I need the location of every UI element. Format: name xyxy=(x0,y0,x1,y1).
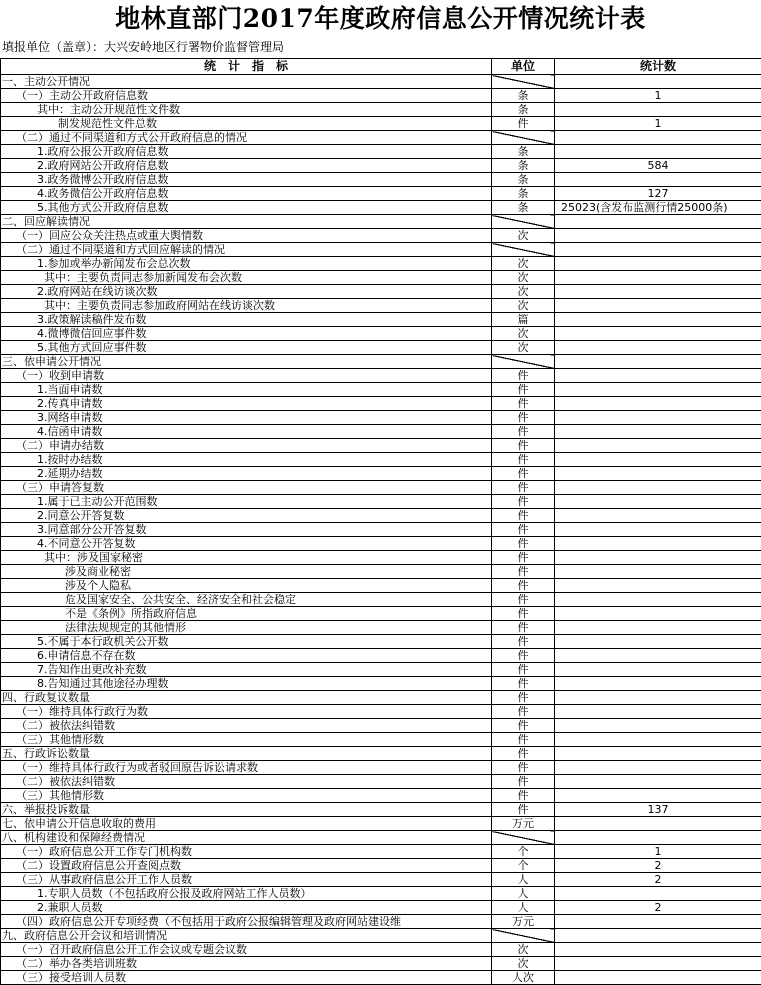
table-row xyxy=(1,75,761,89)
row-indicator: 5.不属于本行政机关公开数 xyxy=(1,635,492,649)
row-value: 1 xyxy=(555,117,761,131)
row-unit xyxy=(492,831,555,845)
row-indicator: （三）申请答复数 xyxy=(1,481,492,495)
row-indicator: 2.政府网站公开政府信息数 xyxy=(1,159,492,173)
row-unit: 次 xyxy=(492,943,555,957)
statistics-table xyxy=(0,58,761,985)
row-indicator: 3.同意部分公开答复数 xyxy=(1,523,492,537)
row-unit: 件 xyxy=(492,607,555,621)
row-unit: 条 xyxy=(492,173,555,187)
row-unit xyxy=(492,131,555,145)
row-indicator: 1.当面申请数 xyxy=(1,383,492,397)
row-value: 1 xyxy=(555,845,761,859)
row-unit: 个 xyxy=(492,859,555,873)
row-unit: 次 xyxy=(492,327,555,341)
table-row xyxy=(1,761,761,775)
row-value xyxy=(555,425,761,439)
table-row xyxy=(1,439,761,453)
row-indicator: 五、行政诉讼数量 xyxy=(1,747,492,761)
row-unit: 件 xyxy=(492,383,555,397)
row-unit: 件 xyxy=(492,411,555,425)
table-row xyxy=(1,299,761,313)
row-value xyxy=(555,481,761,495)
row-value xyxy=(555,523,761,537)
table-row xyxy=(1,957,761,971)
table-row xyxy=(1,509,761,523)
row-value xyxy=(555,691,761,705)
row-value xyxy=(555,509,761,523)
row-value xyxy=(555,887,761,901)
table-row xyxy=(1,705,761,719)
row-indicator: 其中：主要负责同志参加新闻发布会次数 xyxy=(1,271,492,285)
row-indicator: 4.信函申请数 xyxy=(1,425,492,439)
row-value xyxy=(555,243,761,257)
table-row xyxy=(1,453,761,467)
table-row xyxy=(1,607,761,621)
row-value xyxy=(555,607,761,621)
table-row xyxy=(1,943,761,957)
row-unit: 件 xyxy=(492,537,555,551)
row-indicator: 1.属于已主动公开范围数 xyxy=(1,495,492,509)
row-indicator: 5.其他方式公开政府信息数 xyxy=(1,201,492,215)
row-unit: 人次 xyxy=(492,971,555,985)
row-value xyxy=(555,453,761,467)
row-value xyxy=(555,369,761,383)
row-indicator: 4.政务微信公开政府信息数 xyxy=(1,187,492,201)
row-indicator: 4.微博微信回应事件数 xyxy=(1,327,492,341)
table-row xyxy=(1,565,761,579)
row-indicator: （一）维持具体行政行为数 xyxy=(1,705,492,719)
row-indicator: 3.政策解读稿件发布数 xyxy=(1,313,492,327)
row-indicator: （二）申请办结数 xyxy=(1,439,492,453)
row-unit: 人 xyxy=(492,873,555,887)
row-unit: 件 xyxy=(492,551,555,565)
row-indicator: 七、依申请公开信息收取的费用 xyxy=(1,817,492,831)
row-value xyxy=(555,411,761,425)
table-row xyxy=(1,383,761,397)
row-value xyxy=(555,173,761,187)
table-row xyxy=(1,229,761,243)
table-row xyxy=(1,89,761,103)
row-indicator: 1.参加或举办新闻发布会总次数 xyxy=(1,257,492,271)
row-unit xyxy=(492,215,555,229)
filler-unit-line: 填报单位（盖章）：大兴安岭地区行署物价监督管理局 xyxy=(2,38,759,57)
row-unit: 件 xyxy=(492,495,555,509)
header-value: 统计数 xyxy=(555,59,761,75)
row-unit: 件 xyxy=(492,747,555,761)
row-value xyxy=(555,495,761,509)
table-row xyxy=(1,131,761,145)
row-unit: 件 xyxy=(492,117,555,131)
row-indicator: （三）接受培训人员数 xyxy=(1,971,492,985)
table-row xyxy=(1,187,761,201)
row-indicator: 8.告知通过其他途径办理数 xyxy=(1,677,492,691)
table-row xyxy=(1,845,761,859)
row-value xyxy=(555,649,761,663)
row-value: 2 xyxy=(555,901,761,915)
row-value xyxy=(555,915,761,929)
table-row xyxy=(1,817,761,831)
table-row xyxy=(1,929,761,943)
row-indicator: 制发规范性文件总数 xyxy=(1,117,492,131)
row-unit: 件 xyxy=(492,761,555,775)
row-value xyxy=(555,775,761,789)
row-indicator: 法律法规规定的其他情形 xyxy=(1,621,492,635)
row-value xyxy=(555,537,761,551)
row-unit: 件 xyxy=(492,579,555,593)
table-row xyxy=(1,327,761,341)
table-row xyxy=(1,915,761,929)
table-row xyxy=(1,425,761,439)
row-value xyxy=(555,145,761,159)
table-row xyxy=(1,789,761,803)
row-indicator: （二）通过不同渠道和方式公开政府信息的情况 xyxy=(1,131,492,145)
row-unit: 篇 xyxy=(492,313,555,327)
row-indicator: 二、回应解读情况 xyxy=(1,215,492,229)
row-indicator: 2.传真申请数 xyxy=(1,397,492,411)
table-row xyxy=(1,873,761,887)
row-indicator: （二）设置政府信息公开查阅点数 xyxy=(1,859,492,873)
table-row xyxy=(1,481,761,495)
row-unit: 人 xyxy=(492,901,555,915)
row-value xyxy=(555,565,761,579)
row-indicator: 4.不同意公开答复数 xyxy=(1,537,492,551)
table-row xyxy=(1,677,761,691)
row-unit xyxy=(492,355,555,369)
row-value xyxy=(555,789,761,803)
row-value xyxy=(555,271,761,285)
row-indicator: 1.政府公报公开政府信息数 xyxy=(1,145,492,159)
row-unit: 件 xyxy=(492,733,555,747)
row-value xyxy=(555,663,761,677)
row-unit: 次 xyxy=(492,257,555,271)
table-row xyxy=(1,411,761,425)
row-indicator: 2.延期办结数 xyxy=(1,467,492,481)
table-row xyxy=(1,733,761,747)
table-row xyxy=(1,173,761,187)
row-value xyxy=(555,215,761,229)
row-value xyxy=(555,327,761,341)
row-indicator: 不是《条例》所指政府信息 xyxy=(1,607,492,621)
table-row xyxy=(1,523,761,537)
row-unit: 个 xyxy=(492,845,555,859)
table-row xyxy=(1,803,761,817)
row-indicator: 其中：主要负责同志参加政府网站在线访谈次数 xyxy=(1,299,492,313)
row-indicator: 2.同意公开答复数 xyxy=(1,509,492,523)
row-value xyxy=(555,131,761,145)
table-row xyxy=(1,621,761,635)
table-row xyxy=(1,691,761,705)
table-row xyxy=(1,159,761,173)
table-row xyxy=(1,579,761,593)
row-unit: 件 xyxy=(492,621,555,635)
row-unit: 万元 xyxy=(492,915,555,929)
table-row xyxy=(1,201,761,215)
row-unit: 件 xyxy=(492,803,555,817)
row-unit: 件 xyxy=(492,677,555,691)
row-indicator: （三）其他情形数 xyxy=(1,789,492,803)
table-row xyxy=(1,831,761,845)
row-unit: 件 xyxy=(492,593,555,607)
table-row xyxy=(1,593,761,607)
table-row xyxy=(1,859,761,873)
row-value xyxy=(555,817,761,831)
table-row xyxy=(1,467,761,481)
row-indicator: 危及国家安全、公共安全、经济安全和社会稳定 xyxy=(1,593,492,607)
table-row xyxy=(1,551,761,565)
row-unit: 件 xyxy=(492,775,555,789)
row-value xyxy=(555,75,761,89)
row-indicator: （二）被依法纠错数 xyxy=(1,775,492,789)
row-unit: 条 xyxy=(492,201,555,215)
row-value xyxy=(555,733,761,747)
row-indicator: （三）其他情形数 xyxy=(1,733,492,747)
row-value: 2 xyxy=(555,859,761,873)
row-indicator: （一）回应公众关注热点或重大舆情数 xyxy=(1,229,492,243)
row-value xyxy=(555,929,761,943)
row-indicator: （一）主动公开政府信息数 xyxy=(1,89,492,103)
row-unit: 件 xyxy=(492,663,555,677)
row-unit: 次 xyxy=(492,341,555,355)
table-row xyxy=(1,719,761,733)
row-indicator: 7.告知作出更改补充数 xyxy=(1,663,492,677)
header-indicator: 统 计 指 标 xyxy=(1,59,492,75)
row-value xyxy=(555,621,761,635)
row-unit: 次 xyxy=(492,229,555,243)
row-value xyxy=(555,719,761,733)
table-row xyxy=(1,117,761,131)
row-indicator: （一）维持具体行政行为或者驳回原告诉讼请求数 xyxy=(1,761,492,775)
row-value xyxy=(555,439,761,453)
row-indicator: 六、举报投诉数量 xyxy=(1,803,492,817)
row-indicator: （一）政府信息公开工作专门机构数 xyxy=(1,845,492,859)
table-row xyxy=(1,971,761,985)
row-value xyxy=(555,579,761,593)
row-indicator: （二）通过不同渠道和方式回应解读的情况 xyxy=(1,243,492,257)
row-unit: 件 xyxy=(492,719,555,733)
table-row xyxy=(1,369,761,383)
row-value xyxy=(555,285,761,299)
table-row xyxy=(1,271,761,285)
row-unit: 人 xyxy=(492,887,555,901)
row-indicator: 2.政府网站在线访谈次数 xyxy=(1,285,492,299)
row-indicator: 3.政务微博公开政府信息数 xyxy=(1,173,492,187)
row-value xyxy=(555,551,761,565)
row-value xyxy=(555,957,761,971)
row-unit: 件 xyxy=(492,523,555,537)
row-indicator: 四、行政复议数量 xyxy=(1,691,492,705)
table-row xyxy=(1,649,761,663)
row-indicator: 八、机构建设和保障经费情况 xyxy=(1,831,492,845)
row-value xyxy=(555,341,761,355)
table-row xyxy=(1,495,761,509)
row-value xyxy=(555,761,761,775)
table-row xyxy=(1,887,761,901)
row-value xyxy=(555,635,761,649)
row-value: 584 xyxy=(555,159,761,173)
row-indicator: 其中：主动公开规范性文件数 xyxy=(1,103,492,117)
row-indicator: 1.按时办结数 xyxy=(1,453,492,467)
table-row xyxy=(1,901,761,915)
row-unit xyxy=(492,243,555,257)
row-value xyxy=(555,705,761,719)
row-unit: 条 xyxy=(492,159,555,173)
row-indicator: （四）政府信息公开专项经费（不包括用于政府公报编辑管理及政府网站建设维 xyxy=(1,915,492,929)
row-value: 2 xyxy=(555,873,761,887)
row-indicator: 涉及商业秘密 xyxy=(1,565,492,579)
row-value xyxy=(555,313,761,327)
table-row xyxy=(1,775,761,789)
row-value xyxy=(555,383,761,397)
row-indicator: 三、依申请公开情况 xyxy=(1,355,492,369)
row-unit: 万元 xyxy=(492,817,555,831)
row-unit: 件 xyxy=(492,425,555,439)
table-row xyxy=(1,145,761,159)
table-row xyxy=(1,635,761,649)
row-value xyxy=(555,467,761,481)
row-value: 127 xyxy=(555,187,761,201)
row-value xyxy=(555,747,761,761)
row-indicator: （三）从事政府信息公开工作人员数 xyxy=(1,873,492,887)
row-unit: 件 xyxy=(492,789,555,803)
row-unit: 件 xyxy=(492,691,555,705)
header-unit: 单位 xyxy=(492,59,555,75)
row-indicator: （二）被依法纠错数 xyxy=(1,719,492,733)
row-unit: 件 xyxy=(492,453,555,467)
row-indicator: 一、主动公开情况 xyxy=(1,75,492,89)
row-indicator: 1.专职人员数（不包括政府公报及政府网站工作人员数） xyxy=(1,887,492,901)
table-row xyxy=(1,215,761,229)
row-value xyxy=(555,677,761,691)
table-row xyxy=(1,397,761,411)
row-value xyxy=(555,299,761,313)
row-value: 25023(含发布监测行情25000条) xyxy=(555,201,761,215)
row-unit: 件 xyxy=(492,481,555,495)
row-unit: 件 xyxy=(492,649,555,663)
row-unit: 次 xyxy=(492,299,555,313)
table-row xyxy=(1,103,761,117)
page-title: 地林直部门2017年度政府信息公开情况统计表 xyxy=(0,0,761,38)
table-row xyxy=(1,747,761,761)
row-unit xyxy=(492,929,555,943)
row-unit: 条 xyxy=(492,187,555,201)
row-value xyxy=(555,831,761,845)
row-value xyxy=(555,397,761,411)
row-value xyxy=(555,593,761,607)
table-row xyxy=(1,341,761,355)
row-unit: 件 xyxy=(492,509,555,523)
row-value xyxy=(555,103,761,117)
row-indicator: 九、政府信息公开会议和培训情况 xyxy=(1,929,492,943)
table-row xyxy=(1,355,761,369)
row-indicator: 5.其他方式回应事件数 xyxy=(1,341,492,355)
row-value xyxy=(555,257,761,271)
row-indicator: 涉及个人隐私 xyxy=(1,579,492,593)
row-indicator: 其中：涉及国家秘密 xyxy=(1,551,492,565)
row-value xyxy=(555,943,761,957)
table-row xyxy=(1,243,761,257)
row-indicator: 2.兼职人员数 xyxy=(1,901,492,915)
table-row xyxy=(1,313,761,327)
row-unit: 件 xyxy=(492,369,555,383)
row-indicator: （一）召开政府信息公开工作会议或专题会议数 xyxy=(1,943,492,957)
row-value: 1 xyxy=(555,89,761,103)
row-unit: 次 xyxy=(492,285,555,299)
row-unit: 件 xyxy=(492,565,555,579)
row-indicator: 3.网络申请数 xyxy=(1,411,492,425)
row-unit: 条 xyxy=(492,89,555,103)
row-value xyxy=(555,971,761,985)
row-indicator: （一）收到申请数 xyxy=(1,369,492,383)
row-value xyxy=(555,355,761,369)
table-row xyxy=(1,285,761,299)
row-unit: 条 xyxy=(492,145,555,159)
table-row xyxy=(1,537,761,551)
row-unit: 条 xyxy=(492,103,555,117)
row-unit: 件 xyxy=(492,635,555,649)
row-unit: 次 xyxy=(492,957,555,971)
row-indicator: （二）举办各类培训班数 xyxy=(1,957,492,971)
row-unit: 次 xyxy=(492,271,555,285)
row-unit: 件 xyxy=(492,439,555,453)
table-row xyxy=(1,257,761,271)
row-unit: 件 xyxy=(492,467,555,481)
row-value: 137 xyxy=(555,803,761,817)
row-value xyxy=(555,229,761,243)
table-row xyxy=(1,663,761,677)
row-unit: 件 xyxy=(492,705,555,719)
row-indicator: 6.申请信息不存在数 xyxy=(1,649,492,663)
row-unit xyxy=(492,75,555,89)
table-header-row xyxy=(1,59,761,75)
row-unit: 件 xyxy=(492,397,555,411)
